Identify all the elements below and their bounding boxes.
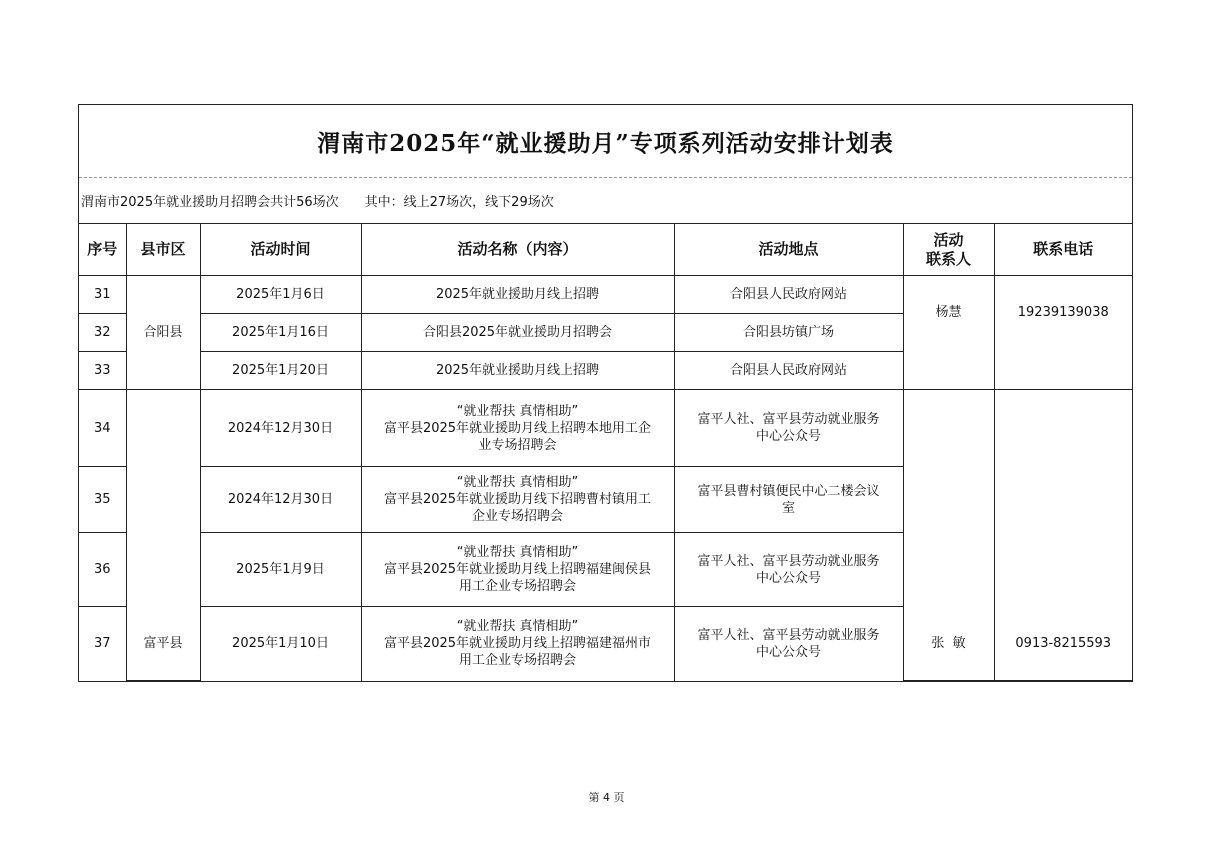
cell-location: 富平人社、富平县劳动就业服务 中心公众号: [674, 607, 903, 681]
cell-time: 2025年1月16日: [200, 314, 361, 352]
cell-name: “就业帮扶 真情相助” 富平县2025年就业援助月线上招聘福建福州市 用工企业专场招聘会: [361, 607, 674, 681]
cell-index: 37: [79, 607, 126, 681]
cell-contact: 杨慧: [903, 276, 994, 390]
cell-county: 富平县: [126, 390, 200, 681]
cell-name: “就业帮扶 真情相助” 富平县2025年就业援助月线上招聘福建闽侯县 用工企业专场招聘会: [361, 533, 674, 607]
cell-index: 35: [79, 467, 126, 533]
cell-name: 2025年就业援助月线上招聘: [361, 352, 674, 390]
schedule-sheet: [78, 104, 1133, 682]
header-time: 活动时间: [200, 224, 361, 276]
cell-index: 34: [79, 390, 126, 467]
cell-time: 2025年1月6日: [200, 276, 361, 314]
cell-phone: 0913-8215593: [994, 390, 1132, 681]
page-title: 渭南市2025年“就业援助月”专项系列活动安排计划表: [317, 129, 894, 157]
header-name: 活动名称（内容）: [361, 224, 674, 276]
cell-location: 合阳县人民政府网站: [674, 352, 903, 390]
cell-name: 合阳县2025年就业援助月招聘会: [361, 314, 674, 352]
cell-location: 富平人社、富平县劳动就业服务 中心公众号: [674, 533, 903, 607]
cell-location: 合阳县坊镇广场: [674, 314, 903, 352]
summary-breakdown: 其中：线上27场次，线下29场次: [364, 195, 554, 210]
cell-county: 合阳县: [126, 276, 200, 390]
cell-location: 合阳县人民政府网站: [674, 276, 903, 314]
header-index: 序号: [79, 224, 126, 276]
cell-index: 36: [79, 533, 126, 607]
header-location: 活动地点: [674, 224, 903, 276]
schedule-table: [79, 224, 1132, 681]
cell-name: “就业帮扶 真情相助” 富平县2025年就业援助月线上招聘本地用工企 业专场招聘会: [361, 390, 674, 467]
cell-index: 33: [79, 352, 126, 390]
summary-row: [79, 178, 1132, 224]
cell-name: “就业帮扶 真情相助” 富平县2025年就业援助月线下招聘曹村镇用工 企业专场招聘会: [361, 467, 674, 533]
table-row: [79, 276, 1132, 314]
cell-time: 2025年1月20日: [200, 352, 361, 390]
page-number: 第 4 页: [588, 791, 625, 804]
title-row: [79, 105, 1132, 178]
cell-location: 富平县曹村镇便民中心二楼会议 室: [674, 467, 903, 533]
cell-location: 富平人社、富平县劳动就业服务 中心公众号: [674, 390, 903, 467]
header-contact: 活动 联系人: [903, 224, 994, 276]
summary-total: 渭南市2025年就业援助月招聘会共计56场次: [81, 195, 339, 210]
cell-contact: 张 敏: [903, 390, 994, 681]
header-row: [79, 224, 1132, 276]
cell-time: 2025年1月10日: [200, 607, 361, 681]
cell-phone: 19239139038: [994, 276, 1132, 390]
cell-index: 32: [79, 314, 126, 352]
cell-index: 31: [79, 276, 126, 314]
cell-name: 2025年就业援助月线上招聘: [361, 276, 674, 314]
cell-time: 2024年12月30日: [200, 390, 361, 467]
cell-time: 2024年12月30日: [200, 467, 361, 533]
cell-time: 2025年1月9日: [200, 533, 361, 607]
header-county: 县市区: [126, 224, 200, 276]
table-row: [79, 390, 1132, 467]
header-phone: 联系电话: [994, 224, 1132, 276]
